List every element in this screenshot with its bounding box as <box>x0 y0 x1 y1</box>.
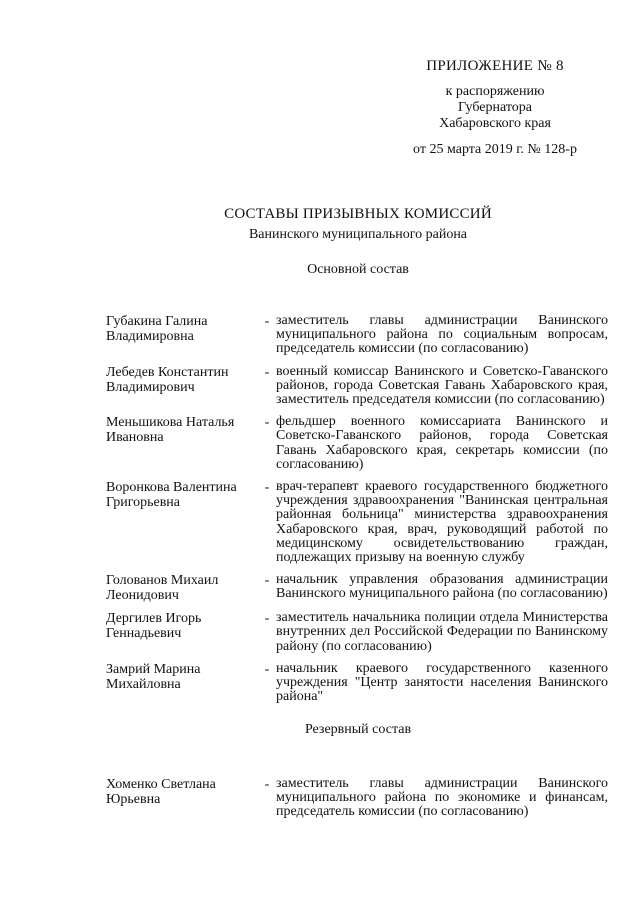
appendix-date: от 25 марта 2019 г. № 128-р <box>413 142 577 157</box>
member-name <box>106 314 258 357</box>
member-row <box>106 365 608 408</box>
appendix-line: Хабаровского края <box>439 116 551 131</box>
member-surname-name: Лебедев Константин <box>106 364 229 380</box>
member-dash: - <box>264 480 270 496</box>
member-name <box>106 662 258 705</box>
basic-section-heading: Основной состав <box>307 262 409 277</box>
member-role: заместитель начальника полиции отдела Министерства внутренних дел Российской Федерации по Ванинскому району (по согласованию) <box>276 610 608 654</box>
member-surname-name: Губакина Галина <box>106 314 208 329</box>
reserve-section-heading: Резервный состав <box>304 722 412 737</box>
member-row <box>106 573 608 603</box>
member-patronymic: Юрьевна <box>106 792 161 807</box>
member-row <box>106 314 608 357</box>
member-row <box>106 611 608 654</box>
member-role: врач-терапевт краевого государственного бюджетного учреждения здравоохранения "Ванинская центральная районная больница" министерства здравоохранения Хабаровского края, врач, руководящий работой по медицинскому освидетельствованию граждан, подлежащих призыву на военную службу <box>276 479 608 566</box>
member-dash: - <box>264 777 270 792</box>
member-dash: - <box>264 364 270 380</box>
member-role: военный комиссар Ванинского и Советско-Гаванского районов, города Советская Гавань Хабаровского края, заместитель председателя комиссии (по согласованию) <box>276 363 608 408</box>
document-title: СОСТАВЫ ПРИЗЫВНЫХ КОМИССИЙ <box>224 206 492 222</box>
member-dash: - <box>264 415 270 431</box>
member-surname-name: Голованов Михаил <box>106 573 219 589</box>
member-row <box>106 662 608 705</box>
basic-members-list <box>106 314 608 712</box>
member-role: фельдшер военного комиссариата Ванинского и Советско-Гаванского районов, города Советская Гавань Хабаровского края, секретарь комиссии (по согласованию) <box>276 414 608 472</box>
member-name <box>106 415 258 472</box>
member-surname-name: Дергилев Игорь <box>106 611 202 627</box>
member-surname-name: Меньшикова Наталья <box>106 415 235 431</box>
appendix-block <box>380 58 610 158</box>
member-surname-name: Воронкова Валентина <box>106 480 237 496</box>
member-row <box>106 415 608 472</box>
member-patronymic: Михайловна <box>106 676 181 692</box>
member-patronymic: Владимирович <box>106 379 195 395</box>
appendix-line: к распоряжению <box>445 84 545 99</box>
member-name <box>106 611 258 654</box>
member-name <box>106 777 258 820</box>
member-patronymic: Ивановна <box>106 430 164 446</box>
member-role: начальник краевого государственного казенного учреждения "Центр занятости населения Ванинского района" <box>276 660 608 705</box>
appendix-title: ПРИЛОЖЕНИЕ № 8 <box>426 58 564 74</box>
member-role: начальник управления образования администрации Ванинского муниципального района (по согласованию) <box>276 572 608 602</box>
member-name <box>106 573 258 603</box>
member-surname-name: Хоменко Светлана <box>106 777 216 792</box>
member-row <box>106 480 608 565</box>
member-patronymic: Владимировна <box>106 329 194 344</box>
member-name <box>106 365 258 408</box>
member-patronymic: Леонидович <box>106 588 179 604</box>
member-row <box>106 777 608 820</box>
member-surname-name: Замрий Марина <box>106 661 201 677</box>
member-dash: - <box>264 573 270 589</box>
member-dash: - <box>264 661 270 677</box>
member-patronymic: Геннадьевич <box>106 626 182 642</box>
member-name <box>106 480 258 565</box>
document-subtitle: Ванинского муниципального района <box>248 227 468 242</box>
member-dash: - <box>264 611 270 627</box>
member-patronymic: Григорьевна <box>106 495 181 511</box>
member-role: заместитель главы администрации Ванинского муниципального района по социальным вопросам, председатель комиссии (по согласованию) <box>276 313 608 357</box>
member-dash: - <box>264 314 270 329</box>
member-role: заместитель главы администрации Ванинского муниципального района по экономике и финансам, председатель комиссии (по согласованию) <box>276 776 608 820</box>
appendix-line: Губернатора <box>457 100 533 115</box>
reserve-members-list <box>106 777 608 828</box>
